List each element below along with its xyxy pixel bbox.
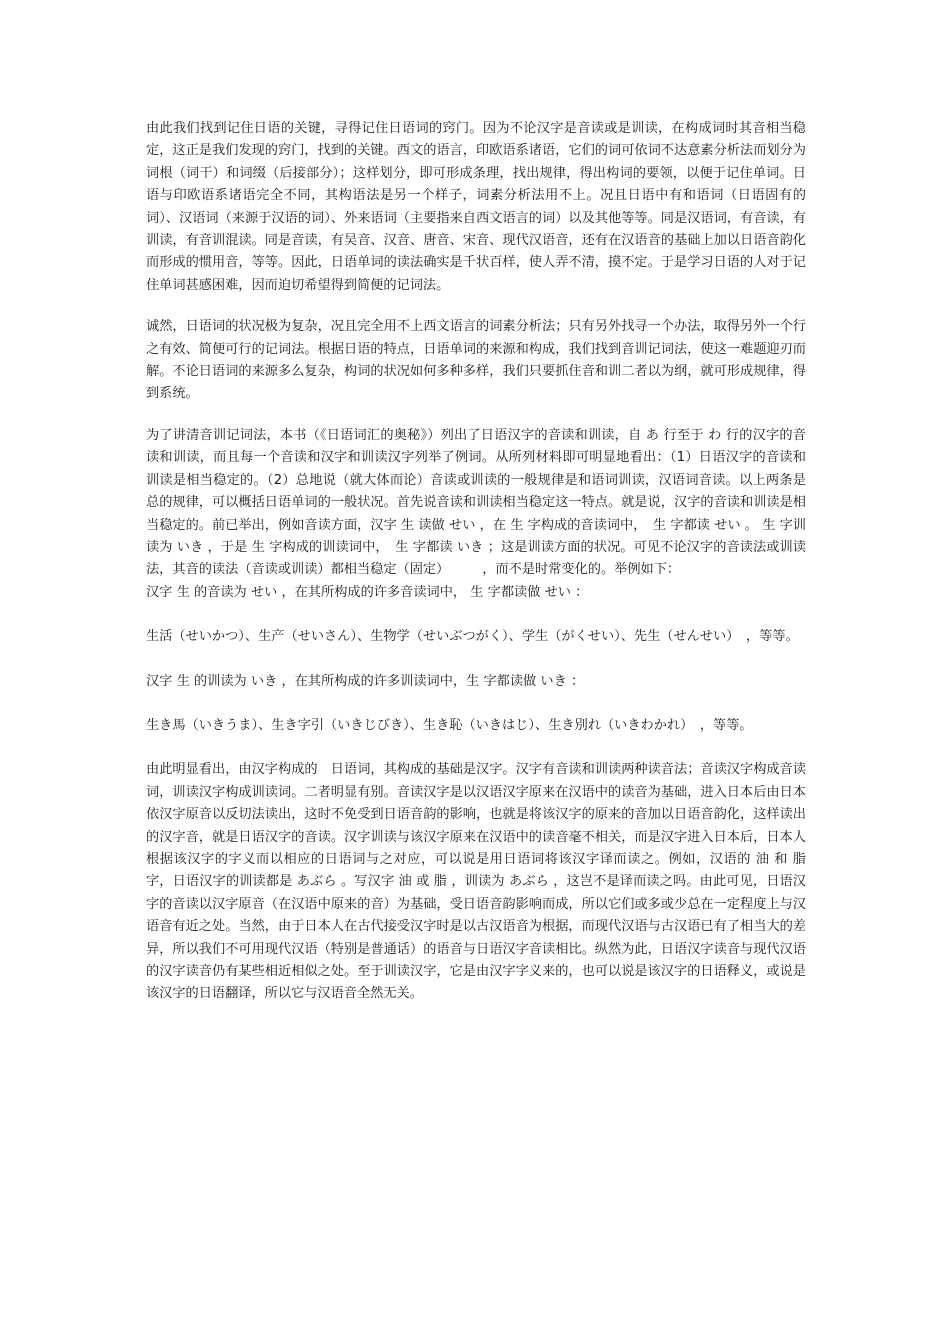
paragraph-spacer xyxy=(146,649,806,671)
paragraph-spacer xyxy=(146,604,806,626)
paragraph-1: 由此我们找到记住日语的关键，寻得记住日语词的窍门。因为不论汉字是音读或是训读，在构成词时其音相当稳定，这正是我们发现的窍门，找到的关键。西文的语言，印欧语系诸语，它们的词可依词不达意素分析法而划分为词根（词干）和词缀（后接部分）；这样划分，即可形成条理，找出规律，得出构词的要领，以便于记住单词。日语与印欧语系诸语完全不同，其构语法是另一个样子，词素分析法用不上。况且日语中有和语词（日语固有的词）、汉语词（来源于汉语的词）、外来语词（主要指来自西文语言的词）以及其他等等。同是汉语词，有音读，有训读，有音训混读。同是音读，有吴音、汉音、唐音、宋音、现代汉语音，还有在汉语音的基础上加以日语音韵化而形成的惯用音，等等。因此，日语单词的读法确实是千状百样，使人弄不清，摸不定。于是学习日语的人对于记住单词甚感困难，因而迫切希望得到简便的记词法。 xyxy=(146,121,806,293)
article-body xyxy=(146,118,806,1006)
example-on-reading: 生活（せいかつ）、生产（せいさん）、生物学（せいぶつがく）、学生（がくせい）、先生（せんせい） ，等等。 xyxy=(146,629,799,645)
paragraph-3: 为了讲清音训记词法，本书（《日语词汇的奥秘》）列出了日语汉字的音读和训读，自 あ 行至于 わ 行的汉字的音读和训读，而且每一个音读和汉字和训读汉字列举了例词。从所列材料即可明显地看出：（1）日语汉字的音读和训读是相当稳定的。（2）总地说（就大体而论）音读或训读的一般规律是和语词训读，汉语词音读。以上两条是总的规律，可以概括日语单词的一般状况。首先说音读和训读相当稳定这一特点。就是说，汉字的音读和训读是相当稳定的。前已举出，例如音读方面，汉字 生 读做 せい ，在 生 字构成的音读词中， 生 字都读 せい 。 生 字训读为 いき ，于是 生 字构成的训读词中， 生 字都读 いき ；这是训读方面的状况。可见不论汉字的音读法或训读法，其音的读法（音读或训读）都相当稳定（固定） ，而不是时常变化的。举例如下： xyxy=(146,427,806,578)
paragraph-6: 汉字 生 的训读为 いき ，在其所构成的许多训读词中，生 字都读做 いき ： xyxy=(146,673,585,689)
paragraph-4: 汉字 生 的音读为 せい ，在其所构成的许多音读词中， 生 字都读做 せい ： xyxy=(146,584,589,600)
paragraph-spacer xyxy=(146,406,806,425)
paragraph-spacer xyxy=(146,693,806,715)
paragraph-2: 诚然，日语词的状况极为复杂，况且完全用不上西文语言的词素分析法；只有另外找寻一个办法，取得另外一个行之有效、简便可行的记词法。根据日语的特点，日语单词的来源和构成，我们找到音训记词法，使这一难题迎刃而解。不论日语词的来源多么复杂，构词的状况如何多种多样，我们只要抓住音和训二者以为纲，就可形成规律，得到系统。 xyxy=(146,319,806,402)
paragraph-8: 由此明显看出，由汉字构成的 日语词，其构成的基础是汉字。汉字有音读和训读两种读音法；音读汉字构成音读词，训读汉字构成训读词。二者明显有别。音读汉字是以汉语汉字原来在汉语中的读音为基础，进入日本后由日本依汉字原音以反切法读出，这时不免受到日语音韵的影响，也就是将该汉字的原来的音加以日语音韵化，这样读出的汉字音，就是日语汉字的音读。汉字训读与该汉字原来在汉语中的读音毫不相关，而是汉字进入日本后，日本人根据该汉字的字义而以相应的日语词与之对应，可以说是用日语词将该汉字译而读之。例如，汉语的 油 和 脂 字，日语汉字的训读都是 あぶら 。写汉字 油 或 脂 ，训读为 あぶら ，这岂不是译而读之吗。由此可见，日语汉字的音读以汉字原音（在汉语中原来的音）为基础，受日语音韵影响而成，所以它们或多或少总在一定程度上与汉语音有近之处。当然，由于日本人在古代接受汉字时是以古汉语音为根据，而现代汉语与古汉语已有了相当大的差异，所以我们不可用现代汉语（特别是普通话）的语音与日语汉字音读相比。纵然为此，日语汉字读音与现代汉语的汉字读音仍有某些相近相似之处。至于训读汉字，它是由汉字字义来的，也可以说是该汉字的日语释义，或说是该汉字的日语翻译，所以它与汉语音全然无关。 xyxy=(146,762,806,1002)
paragraph-spacer xyxy=(146,297,806,316)
example-kun-reading: 生き馬（いきうま）、生き字引（いきじびき）、生き恥（いきはじ）、生き別れ（いきわかれ） ，等等。 xyxy=(146,717,753,733)
paragraph-spacer xyxy=(146,737,806,759)
